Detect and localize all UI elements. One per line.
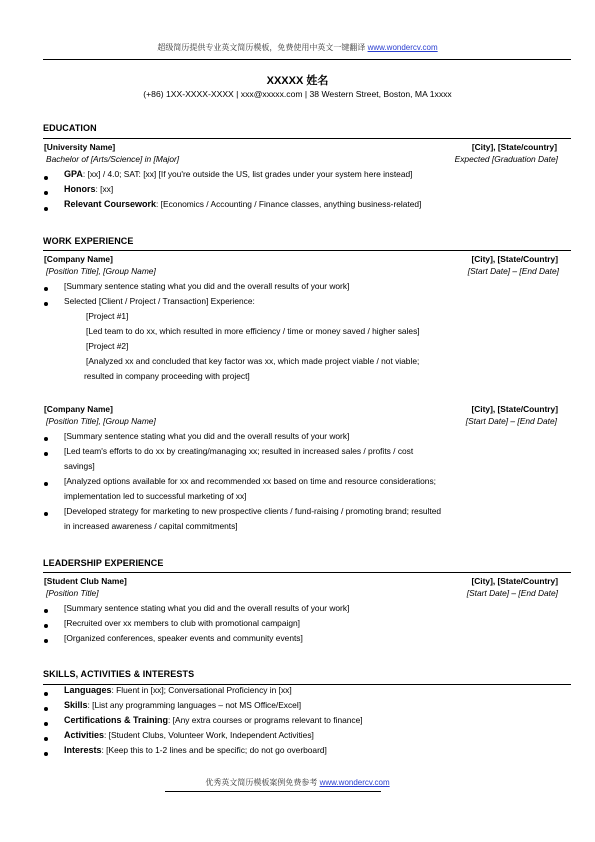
section-title-education: EDUCATION xyxy=(43,123,97,133)
education-divider xyxy=(43,138,571,139)
job-line: savings] xyxy=(64,461,95,471)
job-line: [Summary sentence stating what you did and the overall results of your work] xyxy=(64,431,350,441)
bullet-icon xyxy=(44,437,48,441)
leadership-divider xyxy=(43,572,571,573)
position-title: [Position Title], [Group Name] xyxy=(46,266,156,276)
university-location: [City], [State/country] xyxy=(471,142,557,152)
honors-line: Honors: [xx] xyxy=(64,184,114,194)
bullet-icon xyxy=(44,722,48,726)
gpa-line: GPA: [xx] / 4.0; SAT: [xx] [If you're outside the US, list grades under your system here instead] xyxy=(64,169,413,179)
club-name: [Student Club Name] xyxy=(44,576,127,586)
job-line: [Analyzed options available for xx and recommended xx based on time and resource considerations; xyxy=(64,476,436,486)
bullet-icon xyxy=(44,692,48,696)
section-title-leadership: LEADERSHIP EXPERIENCE xyxy=(43,558,164,568)
club-dates: [Start Date] – [End Date] xyxy=(466,588,558,598)
bullet-icon xyxy=(44,737,48,741)
bullet-icon xyxy=(44,191,48,195)
bottom-banner-link[interactable]: www.wondercv.com xyxy=(319,778,390,787)
bullet-icon xyxy=(44,287,48,291)
bullet-icon xyxy=(44,624,48,628)
bullet-icon xyxy=(44,176,48,180)
job-line: [Project #1] xyxy=(86,311,129,321)
job-line: [Analyzed xx and concluded that key factor was xx, which made project viable / not viable; xyxy=(86,356,420,366)
job-line: [Developed strategy for marketing to new prospective clients / fund-raising / promoting brand; resulted xyxy=(64,506,442,516)
section-title-skills: SKILLS, ACTIVITIES & INTERESTS xyxy=(43,669,195,679)
position-title: [Position Title], [Group Name] xyxy=(46,416,156,426)
bullet-icon xyxy=(44,707,48,711)
job-line: [Led team to do xx, which resulted in more efficiency / time or money saved / higher sales] xyxy=(86,326,420,336)
bullet-icon xyxy=(44,482,48,486)
top-banner xyxy=(0,42,595,53)
bullet-icon xyxy=(44,639,48,643)
top-banner-link[interactable]: www.wondercv.com xyxy=(367,43,438,52)
bullet-icon xyxy=(44,207,48,211)
graduation-date: Expected [Graduation Date] xyxy=(454,154,558,164)
job-line: [Summary sentence stating what you did and the overall results of your work] xyxy=(64,281,350,291)
job-line: [Project #2] xyxy=(86,341,129,351)
top-divider xyxy=(43,59,571,60)
company-location: [City], [State/Country] xyxy=(471,404,558,414)
contact-line: (+86) 1XX-XXXX-XXXX | xxx@xxxxx.com | 38 Western Street, Boston, MA 1xxxx xyxy=(143,89,452,99)
club-position: [Position Title] xyxy=(46,588,99,598)
section-title-work: WORK EXPERIENCE xyxy=(43,236,134,246)
company-name: [Company Name] xyxy=(44,254,113,264)
club-location: [City], [State/Country] xyxy=(471,576,558,586)
job-line: implementation led to successful marketing of xx] xyxy=(64,491,247,501)
job-line: resulted in company proceeding with project] xyxy=(84,371,250,381)
bottom-divider xyxy=(165,791,381,792)
university-name: [University Name] xyxy=(44,142,116,152)
company-name: [Company Name] xyxy=(44,404,113,414)
bullet-icon xyxy=(44,452,48,456)
skills-line: Skills: [List any programming languages – not MS Office/Excel] xyxy=(64,700,302,710)
activities-line: Activities: [Student Clubs, Volunteer Work, Independent Activities] xyxy=(64,730,314,740)
bullet-icon xyxy=(44,302,48,306)
bullet-icon xyxy=(44,512,48,516)
top-banner-text: 超级简历提供专业英文简历模板，免费使用中英文一键翻译 xyxy=(157,43,366,52)
coursework-line: Relevant Coursework: [Economics / Accounting / Finance classes, anything business-related] xyxy=(64,199,422,209)
languages-line: Languages: Fluent in [xx]; Conversational Proficiency in [xx] xyxy=(64,685,292,695)
work-divider xyxy=(43,250,571,251)
company-location: [City], [State/Country] xyxy=(471,254,558,264)
leadership-line: [Recruited over xx members to club with promotional campaign] xyxy=(64,618,300,628)
interests-line: Interests: [Keep this to 1-2 lines and be specific; do not go overboard] xyxy=(64,745,327,755)
bottom-banner xyxy=(0,777,595,788)
candidate-name: XXXXX 姓名 xyxy=(266,75,329,87)
job-line: Selected [Client / Project / Transaction] Experience: xyxy=(64,296,255,306)
job-dates: [Start Date] – [End Date] xyxy=(465,416,557,426)
leadership-line: [Summary sentence stating what you did and the overall results of your work] xyxy=(64,603,350,613)
bullet-icon xyxy=(44,752,48,756)
leadership-line: [Organized conferences, speaker events and community events] xyxy=(64,633,303,643)
job-dates: [Start Date] – [End Date] xyxy=(467,266,559,276)
bottom-banner-text: 优秀英文简历模板案例免费参考 xyxy=(205,778,318,787)
certifications-line: Certifications & Training: [Any extra courses or programs relevant to finance] xyxy=(64,715,363,725)
degree: Bachelor of [Arts/Science] in [Major] xyxy=(46,154,180,164)
job-line: in increased awareness / capital commitments] xyxy=(64,521,238,531)
bullet-icon xyxy=(44,609,48,613)
job-line: [Led team's efforts to do xx by creating/managing xx; resulted in increased sales / profits / cost xyxy=(64,446,414,456)
